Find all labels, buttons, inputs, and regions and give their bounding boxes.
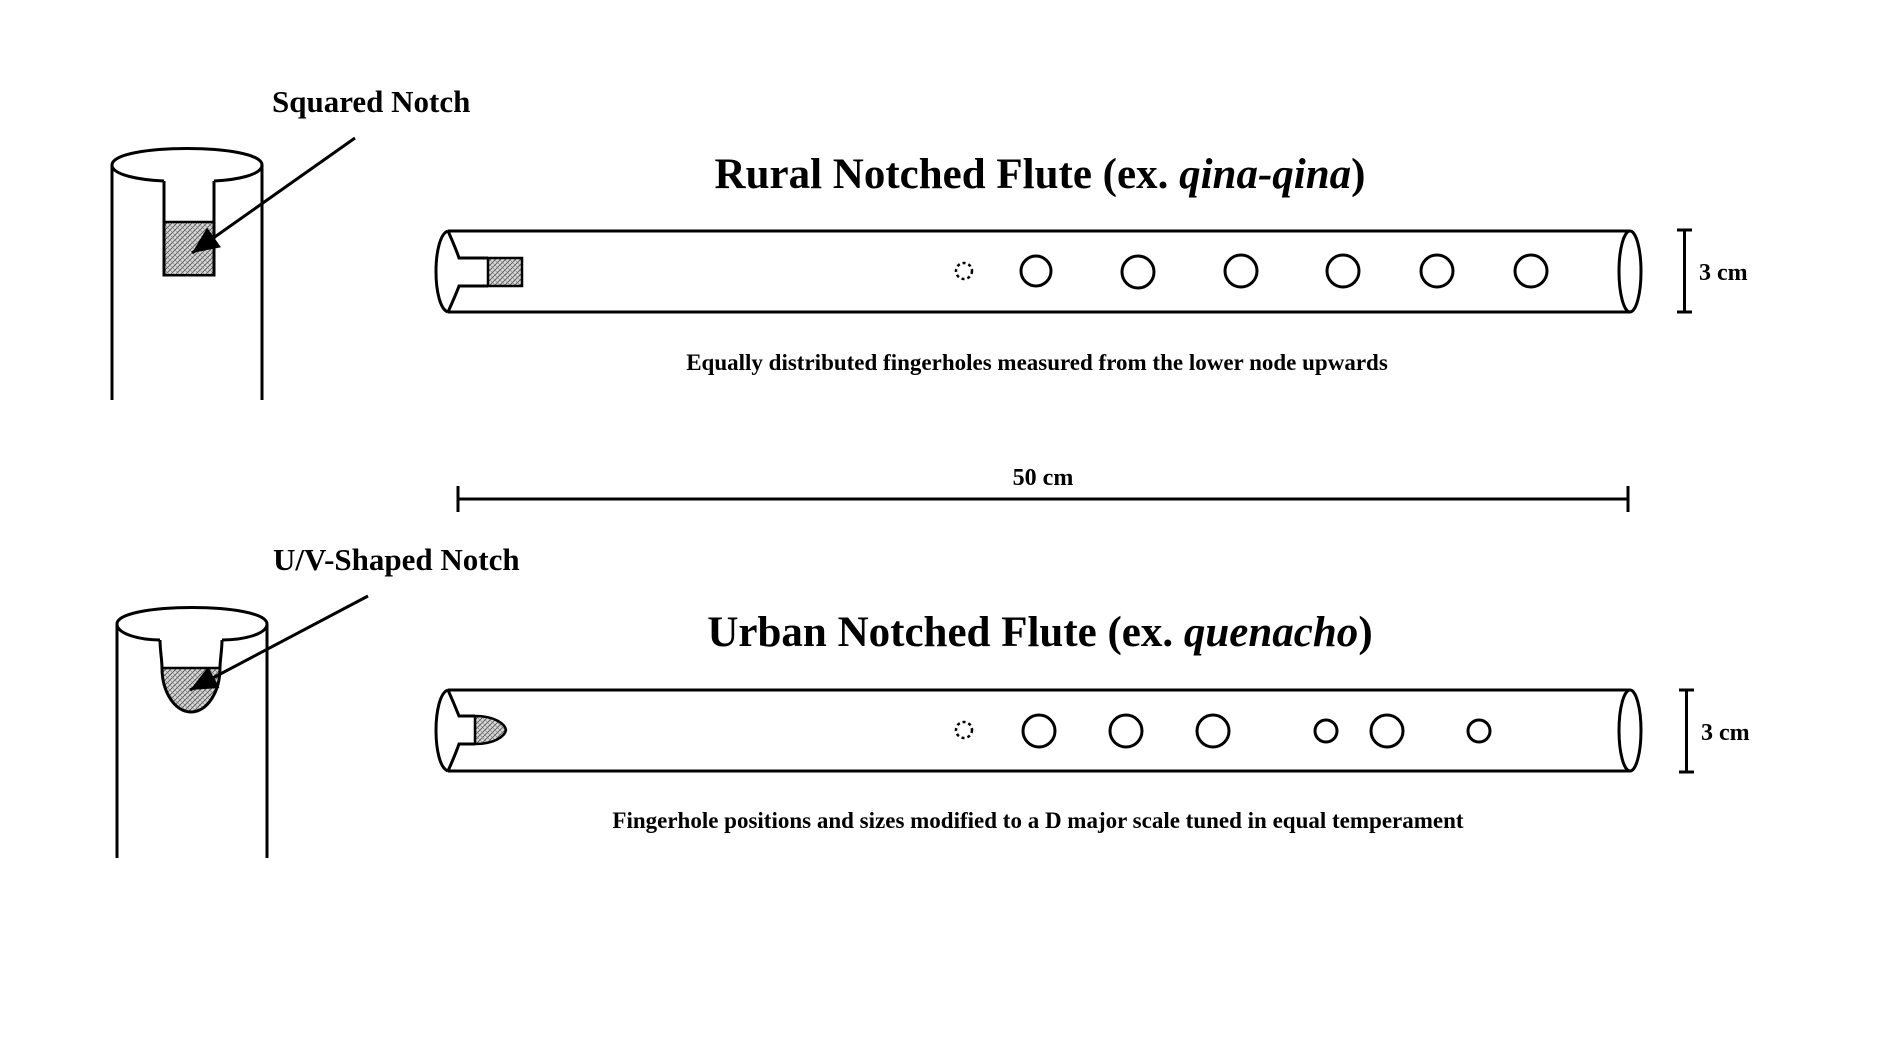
urban-fingerhole xyxy=(1110,715,1142,747)
urban-fingerhole-small xyxy=(1315,720,1337,742)
rural-flute-title: Rural Notched Flute (ex. qina-qina) xyxy=(714,151,1366,198)
rural-fingerhole xyxy=(1225,255,1257,287)
rural-fingerhole xyxy=(1327,255,1359,287)
rural-fingerhole xyxy=(1122,256,1154,288)
urban-flute-body xyxy=(436,690,1641,771)
urban-fingerhole xyxy=(1023,715,1055,747)
rural-fingerhole xyxy=(1421,255,1453,287)
uv-notch-pointer xyxy=(190,596,368,690)
rural-flute-body xyxy=(436,231,1641,312)
rural-caption: Equally distributed fingerholes measured from the lower node upwards xyxy=(686,350,1388,375)
urban-fingerholes xyxy=(956,715,1490,747)
length-label: 50 cm xyxy=(1012,465,1074,491)
urban-caption: Fingerhole positions and sizes modified to a D major scale tuned in equal temperament xyxy=(612,808,1464,833)
rural-diameter-marker xyxy=(1677,230,1692,312)
rural-fingerholes xyxy=(956,255,1547,288)
uv-notch-tube-detail xyxy=(117,608,267,884)
uv-notch-label: U/V-Shaped Notch xyxy=(273,542,520,577)
urban-diameter-marker xyxy=(1679,690,1694,772)
squared-notch-tube-detail xyxy=(112,149,262,426)
urban-diameter-label: 3 cm xyxy=(1701,720,1750,746)
urban-flute-title: Urban Notched Flute (ex. quenacho) xyxy=(707,609,1373,656)
urban-thumbhole-dotted xyxy=(956,722,972,738)
urban-fingerhole-small xyxy=(1468,720,1490,742)
rural-diameter-label: 3 cm xyxy=(1699,260,1748,286)
rural-thumbhole-dotted xyxy=(956,263,972,279)
squared-notch-label: Squared Notch xyxy=(272,84,471,119)
rural-fingerhole xyxy=(1515,255,1547,287)
squared-notch-pointer xyxy=(192,138,355,253)
squared-notch-fill xyxy=(166,222,213,274)
rural-notch-insert xyxy=(488,258,522,286)
rural-fingerhole xyxy=(1021,256,1051,286)
urban-fingerhole xyxy=(1371,715,1403,747)
urban-fingerhole xyxy=(1197,715,1229,747)
urban-notch-insert xyxy=(475,716,506,744)
